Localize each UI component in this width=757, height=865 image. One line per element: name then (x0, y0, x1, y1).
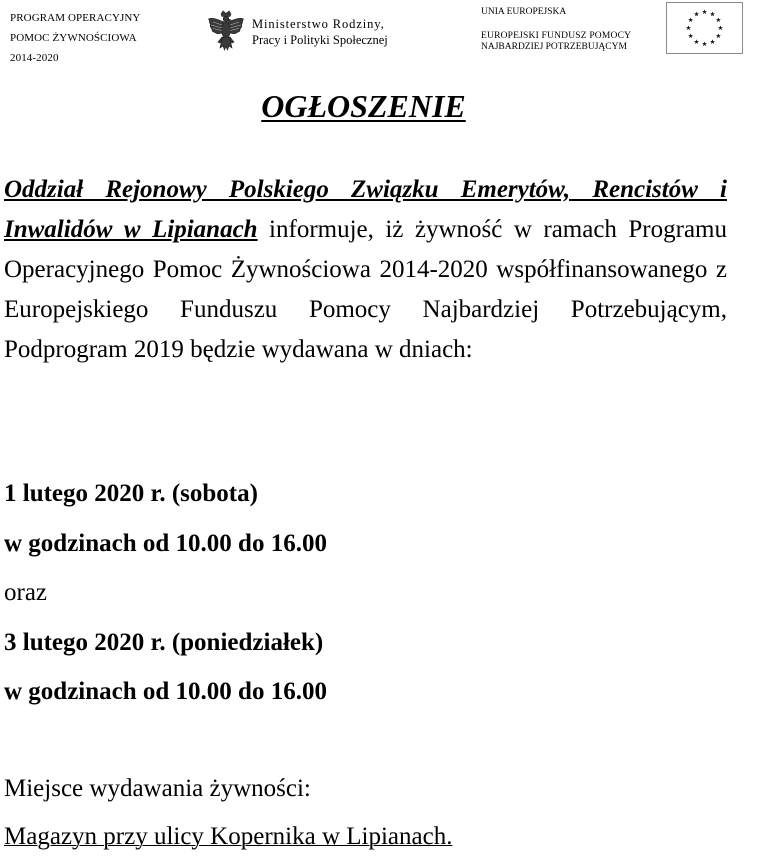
program-logo-text (10, 8, 140, 68)
eu-star-icon (688, 33, 693, 38)
eu-star-icon (710, 39, 715, 44)
document-header (0, 0, 757, 70)
distribution-dates (4, 469, 327, 717)
eu-star-icon (686, 25, 691, 30)
announcement-paragraph (4, 170, 727, 370)
page-title: OGŁOSZENIE (261, 88, 466, 124)
hours-first: w godzinach od 10.00 do 16.00 (4, 529, 327, 557)
eu-star-icon (688, 17, 693, 22)
eu-flag (666, 2, 743, 54)
polish-eagle-emblem-icon (207, 10, 245, 54)
ministry-line-2: Pracy i Polityki Społecznej (252, 33, 388, 47)
eu-star-icon (710, 12, 715, 17)
program-line-1: PROGRAM OPERACYJNY (10, 12, 141, 24)
eu-star-icon (702, 41, 707, 46)
eu-fund-line-1: EUROPEJSKI FUNDUSZ POMOCY (481, 31, 632, 41)
program-line-2: POMOC ŻYWNOŚCIOWA (10, 32, 137, 44)
announcement-text: informuje, iż żywność w ramach Programu Operacyjnego Pomoc Żywnościowa 2014-2020 współfinansowanego z Europejskiego Funduszu Pomocy Najbardziej Potrzebującym, Podprogram 2019 będzie wydawana w dniach: (4, 216, 727, 363)
eu-star-icon (716, 33, 721, 38)
eu-star-icon (694, 12, 699, 17)
eu-title: UNIA EUROPEJSKA (481, 7, 567, 17)
eu-star-icon (716, 17, 721, 22)
place-label: Miejsce wydawania żywności: (4, 775, 311, 802)
eu-fund-line-2: NAJBARDZIEJ POTRZEBUJĄCYM (481, 42, 627, 52)
eu-star-icon (718, 25, 723, 30)
conjunction: oraz (4, 579, 48, 606)
ministry-line-1: Ministerstwo Rodziny, (252, 17, 385, 31)
ministry-name (252, 16, 388, 48)
date-second: 3 lutego 2020 r. (poniedziałek) (4, 628, 324, 656)
distribution-place (4, 765, 452, 861)
program-line-3: 2014-2020 (10, 52, 59, 64)
hours-second: w godzinach od 10.00 do 16.00 (4, 678, 327, 705)
eu-logo-text (481, 7, 631, 53)
eu-star-icon (702, 9, 707, 14)
eu-flag-stars-icon (667, 3, 742, 53)
eu-star-icon (694, 39, 699, 44)
place-address: Magazyn przy ulicy Kopernika w Lipianach. (4, 823, 453, 850)
date-first: 1 lutego 2020 r. (sobota) (4, 480, 258, 507)
organization-name: Oddział Rejonowy Polskiego Związku Emerytów, Rencistów i Inwalidów w Lipianach (4, 176, 727, 243)
